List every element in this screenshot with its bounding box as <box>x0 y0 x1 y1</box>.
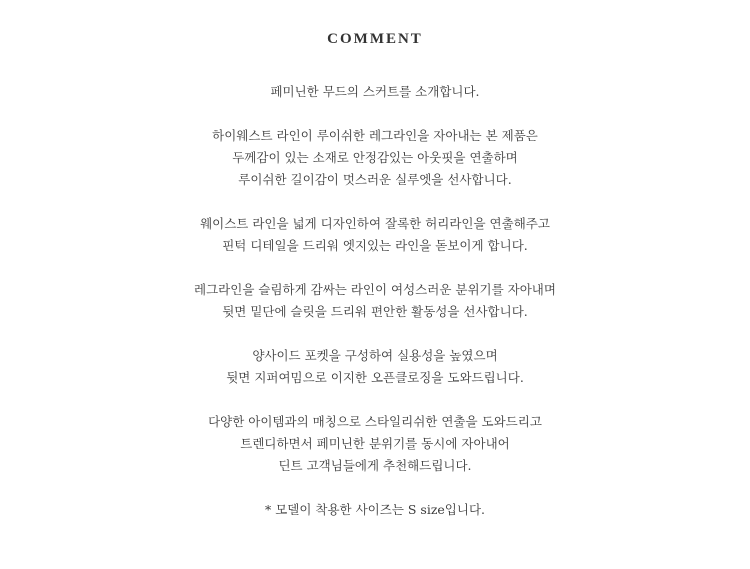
paragraph-intro <box>0 81 750 103</box>
text-line: 루이쉬한 길이감이 멋스러운 실루엣을 선사합니다. <box>238 172 512 187</box>
size-note: * 모델이 착용한 사이즈는 S size입니다. <box>264 502 486 517</box>
text-line: 페미닌한 무드의 스커트를 소개합니다. <box>270 84 480 99</box>
paragraph-fit <box>0 125 750 191</box>
paragraph-size-note <box>0 499 750 521</box>
text-line: 딘트 고객님들에게 추천해드립니다. <box>278 458 472 473</box>
section-title: COMMENT <box>327 31 423 47</box>
text-line: 하이웨스트 라인이 루이쉬한 레그라인을 자아내는 본 제품은 <box>212 128 538 143</box>
text-line: 뒷면 밑단에 슬릿을 드리워 편안한 활동성을 선사합니다. <box>222 304 528 319</box>
text-line: 양사이드 포켓을 구성하여 실용성을 높였으며 <box>252 348 498 363</box>
paragraph-waist <box>0 213 750 257</box>
paragraph-pocket <box>0 345 750 389</box>
text-line: 레그라인을 슬림하게 감싸는 라인이 여성스러운 분위기를 자아내며 <box>194 282 556 297</box>
paragraph-styling <box>0 411 750 477</box>
text-line: 두께감이 있는 소재로 안정감있는 아웃핏을 연출하며 <box>232 150 518 165</box>
paragraph-legline <box>0 279 750 323</box>
comment-body <box>0 81 750 543</box>
text-line: 뒷면 지퍼여밈으로 이지한 오픈클로징을 도와드립니다. <box>226 370 524 385</box>
text-line: 핀턱 디테일을 드리워 엣지있는 라인을 돋보이게 합니다. <box>222 238 528 253</box>
text-line: 트렌디하면서 페미닌한 분위기를 동시에 자아내어 <box>240 436 510 451</box>
text-line: 웨이스트 라인을 넓게 디자인하여 잘록한 허리라인을 연출해주고 <box>200 216 550 231</box>
text-line: 다양한 아이템과의 매칭으로 스타일리쉬한 연출을 도와드리고 <box>208 414 542 429</box>
